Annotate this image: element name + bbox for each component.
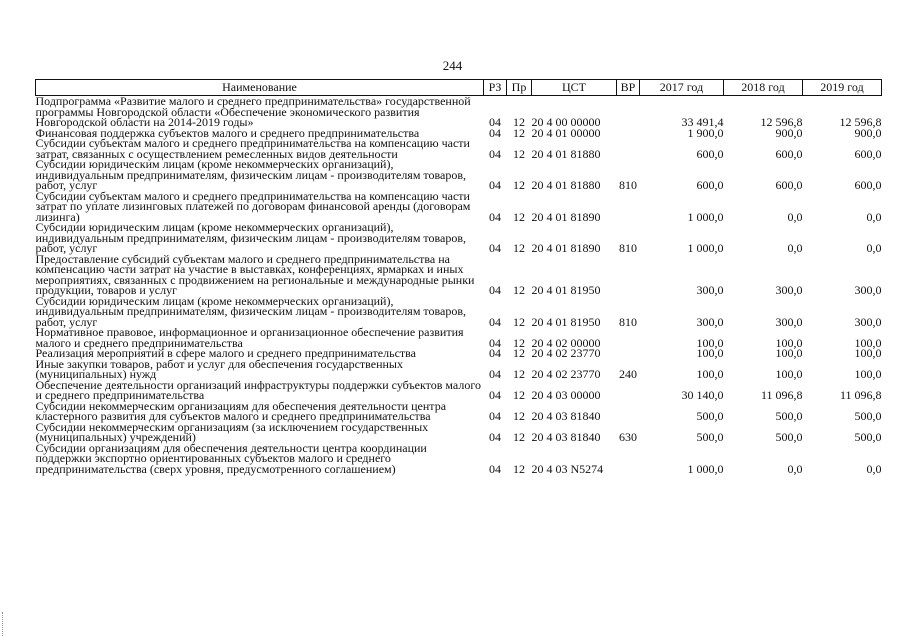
cell-2018: 11 096,8 [760,388,803,402]
cell-2018: 600,0 [775,146,803,161]
cell-cst: 20 4 01 81890 [531,241,601,255]
cell-2019: 12 596,8 [839,115,882,129]
cell-name: Субсидии некоммерческим организациям для обеспечения деятельности центра кластерного развития для субъектов малого и среднего предпринимательства [35,398,447,423]
cell-cst: 20 4 03 00000 [531,388,601,402]
cell-vr [617,348,640,359]
table-row [36,96,882,128]
cell-cst: 20 4 01 81880 [531,178,601,192]
cell-2017: 1 000,0 [687,209,724,224]
cell-2017: 1 900,0 [687,125,724,140]
cell-name: Субсидии субъектам малого и среднего предпринимательства на компенсацию части затрат, связанных с осуществлением ремесленных видов деятельности [35,136,470,161]
cell-rz: 04 [489,125,501,140]
cell-pr: 12 [513,283,525,297]
cell-2017: 30 140,0 [681,388,724,402]
cell-2017: 500,0 [696,430,724,444]
cell-2017: 100,0 [696,335,724,350]
cell-pr: 12 [513,178,525,192]
cell-2018: 0,0 [787,241,803,255]
cell-2017: 100,0 [696,367,724,381]
cell-cst: 20 4 03 81840 [531,430,601,444]
cell-cst: 20 4 01 81950 [531,283,601,297]
cell-2017: 100,0 [696,346,724,360]
cell-vr: 810 [619,241,637,255]
cell-2017: 33 491,4 [681,115,724,129]
cell-cst: 20 4 01 00000 [531,125,601,140]
cell-vr: 810 [619,314,637,329]
cell-cst: 20 4 02 23770 [531,346,601,360]
cell-2019: 600,0 [854,146,882,161]
cell-2019: 100,0 [854,346,882,360]
cell-2017: 300,0 [696,314,724,329]
cell-vr [617,443,640,475]
cell-vr [617,138,640,159]
cell-2017: 1 000,0 [687,461,724,476]
cell-cst: 20 4 01 81950 [531,314,601,329]
cell-2019: 300,0 [854,314,882,329]
page-number: 244 [442,58,463,73]
cell-rz: 04 [489,283,501,297]
cell-pr: 12 [513,430,525,444]
table-row [36,401,882,422]
cell-2019: 0,0 [866,461,882,476]
cell-2017: 600,0 [696,146,724,161]
cell-vr: 810 [619,178,637,192]
cell-name: Нормативное правовое, информационное и организационное обеспечение развития малого и среднего предпринимательства [35,325,464,350]
cell-2019: 100,0 [854,367,882,381]
cell-rz: 04 [489,367,501,381]
cell-rz: 04 [489,430,501,444]
cell-rz: 04 [489,314,501,329]
table-row [36,254,882,296]
cell-rz: 04 [489,388,501,402]
cell-name: Финансовая поддержка субъектов малого и среднего предпринимательства [35,125,420,140]
cell-name: Обеспечение деятельности организаций инфраструктуры поддержки субъектов малого и среднего предпринимательства [35,377,481,402]
table-row [36,191,882,223]
cell-2019: 11 096,8 [839,388,882,402]
cell-vr [617,128,640,139]
cell-rz: 04 [489,461,501,476]
cell-pr: 12 [513,125,525,140]
cell-vr [617,380,640,401]
table-body [36,96,882,475]
cell-2018: 0,0 [787,461,803,476]
cell-name: Подпрограмма «Развитие малого и среднего предпринимательства» государственной программы Новгородской области «Обеспечение экономического развития Новгородской области на 2014-2019 годы» [35,94,471,129]
cell-2018: 500,0 [775,430,803,444]
cell-name: Субсидии юридическим лицам (кроме некоммерческих организаций), индивидуальным предпринимателям, физическим лицам - производителям товаров, работ, услуг [35,157,467,192]
cell-2018: 500,0 [775,409,803,423]
cell-cst: 20 4 01 81890 [531,209,601,224]
cell-2017: 1 000,0 [687,241,724,255]
cell-rz: 04 [489,346,501,360]
cell-rz: 04 [489,146,501,161]
budget-table [35,79,882,474]
cell-rz: 04 [489,241,501,255]
cell-2017: 600,0 [696,178,724,192]
cell-pr: 12 [513,461,525,476]
table-row [36,327,882,348]
cell-pr: 12 [513,388,525,402]
cell-vr [617,401,640,422]
cell-vr: 240 [619,367,637,381]
cell-2018: 100,0 [775,346,803,360]
cell-pr: 12 [513,146,525,161]
table-row [36,222,882,254]
table-row [36,138,882,159]
cell-2018: 100,0 [775,367,803,381]
cell-pr: 12 [513,241,525,255]
cell-rz: 04 [489,335,501,350]
cell-pr: 12 [513,346,525,360]
table-row [36,422,882,443]
header-vr: ВР [617,80,640,96]
cell-2018: 300,0 [775,283,803,297]
cell-vr [617,254,640,296]
cell-2018: 0,0 [787,209,803,224]
cell-name: Субсидии юридическим лицам (кроме некоммерческих организаций), индивидуальным предпринимателям, физическим лицам - производителям товаров, работ, услуг [35,220,467,255]
cell-2017: 300,0 [696,283,724,297]
cell-rz: 04 [489,409,501,423]
cell-2019: 0,0 [866,209,882,224]
cell-2017: 500,0 [696,409,724,423]
cell-pr: 12 [513,367,525,381]
cell-cst: 20 4 01 81880 [531,146,601,161]
cell-name: Субсидии организациям для обеспечения деятельности центра координации поддержки экспортно ориентированных субъектов малого и среднего предпринимательства (сверх уровня, предусмотренного соглашением) [35,440,427,476]
header-2018: 2018 год [724,80,803,96]
cell-2019: 300,0 [854,283,882,297]
cell-2019: 0,0 [866,241,882,255]
cell-2018: 900,0 [775,125,803,140]
cell-cst: 20 4 02 23770 [531,367,601,381]
cell-vr [617,191,640,223]
cell-name: Субсидии некоммерческим организациям (за исключением государственных (муниципальных) учреждений) [35,419,429,444]
table-row [36,443,882,475]
cell-2018: 600,0 [775,178,803,192]
cell-cst: 20 4 03 81840 [531,409,601,423]
cell-vr: 630 [619,430,637,444]
cell-pr: 12 [513,314,525,329]
cell-rz: 04 [489,178,501,192]
margin-mark [2,612,6,636]
cell-2019: 500,0 [854,409,882,423]
table-row [36,359,882,380]
cell-name: Реализация мероприятий в сфере малого и среднего предпринимательства [35,346,416,360]
cell-pr: 12 [513,209,525,224]
cell-vr [617,96,640,128]
cell-cst: 20 4 02 00000 [531,335,601,350]
cell-vr [617,327,640,348]
cell-2019: 600,0 [854,178,882,192]
cell-pr: 12 [513,115,525,129]
cell-cst: 20 4 03 N5274 [531,461,604,476]
cell-2018: 100,0 [775,335,803,350]
cell-2019: 900,0 [854,125,882,140]
cell-2019: 100,0 [854,335,882,350]
cell-2018: 300,0 [775,314,803,329]
cell-rz: 04 [489,115,501,129]
header-rz: РЗ [484,80,507,96]
cell-name: Иные закупки товаров, работ и услуг для обеспечения государственных (муниципальных) нужд [35,356,403,381]
cell-2018: 12 596,8 [760,115,803,129]
cell-pr: 12 [513,335,525,350]
header-name: Наименование [36,80,484,96]
cell-name: Субсидии субъектам малого и среднего предпринимательства на компенсацию части затрат по уплате лизинговых платежей по договорам финансовой аренды (договорам лизинга) [35,188,471,224]
cell-pr: 12 [513,409,525,423]
table-row [36,380,882,401]
cell-rz: 04 [489,209,501,224]
cell-name: Субсидии юридическим лицам (кроме некоммерческих организаций), индивидуальным предпринимателям, физическим лицам - производителям товаров, работ, услуг [35,293,467,329]
table-row [36,296,882,328]
cell-cst: 20 4 00 00000 [531,115,601,129]
header-2019: 2019 год [803,80,882,96]
header-cst: ЦСТ [532,80,617,96]
header-pr: Пр [507,80,532,96]
cell-2019: 500,0 [854,430,882,444]
header-2017: 2017 год [640,80,724,96]
cell-name: Предоставление субсидий субъектам малого и среднего предпринимательства на компенсацию части затрат на участие в выставках, конференциях, ярмарках и иных мероприятиях, связанных с продвижением на региональные и международные рынки продукции, товаров и услуг [35,251,475,297]
table-row [36,159,882,191]
